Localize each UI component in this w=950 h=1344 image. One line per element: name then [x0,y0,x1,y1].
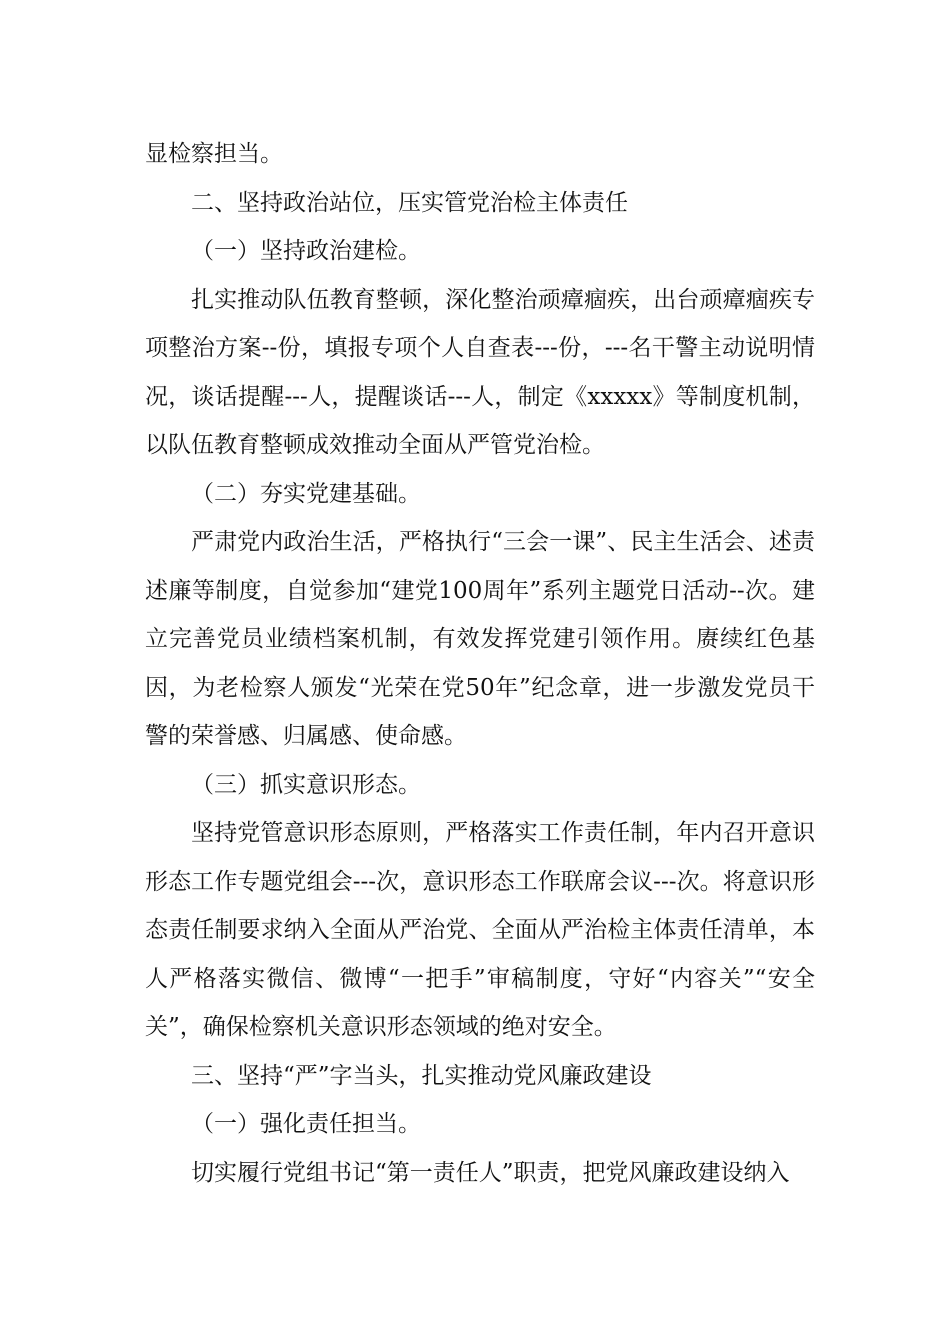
subsection-heading-party-building: （二）夯实党建基础。 [191,480,421,507]
body-paragraph-ideology: 坚持党管意识形态原则，严格落实工作责任制，年内召开意识形态工作专题党组会---次，意识形态工作联席会议---次。将意识形态责任制要求纳入全面从严治党、全面从严治检主体责任清单，本人严格落实微信、微博“一把手”审稿制度，守好“内容关”“安全关”，确保检察机关意识形态领域的绝对安全。 [145,820,815,1040]
section-heading-three: 三、坚持“严”字当头，扎实推动党风廉政建设 [191,1062,652,1089]
section-heading-two: 二、坚持政治站位，压实管党治检主体责任 [191,189,628,216]
body-paragraph-responsibility: 切实履行党组书记“第一责任人”职责，把党风廉政建设纳入 [191,1159,790,1186]
subsection-heading-political: （一）坚持政治建检。 [191,238,421,264]
document-body [145,130,815,1197]
body-paragraph-party-life: 严肃党内政治生活，严格执行“三会一课”、民主生活会、述责述廉等制度，自觉参加“建党100周年”系列主题党日活动--次。建立完善党员业绩档案机制，有效发挥党建引领作用。赓续红色基因，为老检察人颁发“光荣在党50年”纪念章，进一步激发党员干警的荣誉感、归属感、使命感。 [145,529,815,749]
body-continuation: 显检察担当。 [145,141,283,167]
subsection-heading-ideology: （三）抓实意识形态。 [191,771,421,798]
body-paragraph-education: 扎实推动队伍教育整顿，深化整治顽瘴痼疾，出台顽瘴痼疾专项整治方案--份，填报专项个人自查表---份，---名干警主动说明情况，谈话提醒---人，提醒谈话---人，制定《xxxxx》等制度机制，以队伍教育整顿成效推动全面从严管党治检。 [145,286,815,458]
subsection-heading-responsibility: （一）强化责任担当。 [191,1111,421,1137]
